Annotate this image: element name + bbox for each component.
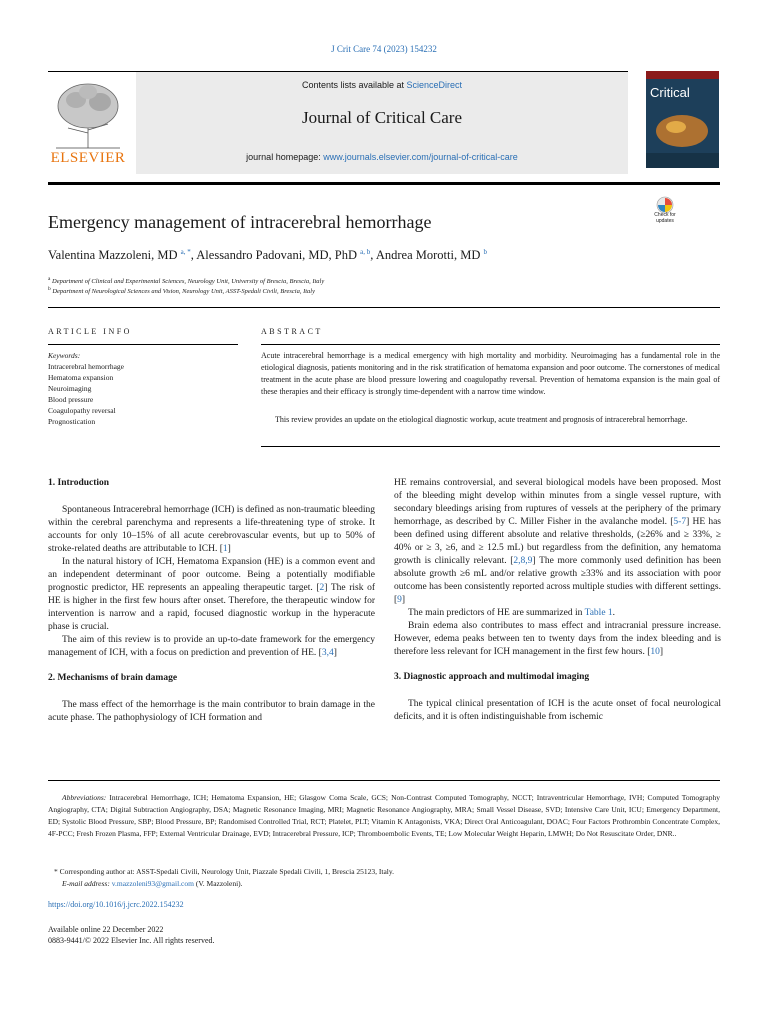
ref-link[interactable]: 5-7 — [673, 517, 687, 527]
journal-cover-image[interactable] — [646, 71, 719, 168]
predictors-paragraph: The main predictors of HE are summarized in Table 1. — [408, 608, 616, 618]
header-bottom-rule — [48, 182, 720, 185]
article-title: Emergency management of intracerebral hemorrhage — [48, 212, 432, 232]
keyword-item: Intracerebral hemorrhage — [48, 362, 124, 371]
author-1: Valentina Mazzoleni, MD $^{a, *}$, — [48, 248, 197, 263]
available-online: Available online 22 December 2022 — [48, 925, 164, 934]
homepage-line — [136, 152, 628, 162]
body-left-column — [48, 477, 375, 725]
abstract-paragraph-2: This review provides an update on the etiological diagnostic workup, acute treatment and prognosis of intracerebral hemorrhage. — [275, 415, 688, 424]
keywords-label: Keywords: — [48, 351, 81, 360]
check-for-updates-label: Check for updates — [654, 212, 676, 224]
abstract-rule — [261, 344, 720, 345]
journal-title: Journal of Critical Care — [301, 108, 463, 127]
homepage-link[interactable]: www.journals.elsevier.com/journal-of-critical-care — [323, 152, 518, 162]
abstract-paragraph-1: Acute intracerebral hemorrhage is a medical emergency with high mortality and morbidity. Neuroimaging has a fundamental role in the etiological diagnosis, patients monitoring and in the risk stratification of hematoma expansion and poor outcome. The cornerstones of medical treatment in the acute phase are blood pressure lowering and coagulopathy reversal. Prevention of hematoma expansion is the main goal of these therapies and their efficacy is strongly time-dependent with a narrow time window. — [261, 351, 720, 396]
section-3-heading: 3. Diagnostic approach and multimodal imaging — [394, 672, 590, 682]
corresponding-author-footnote: * Corresponding author at: ASST-Spedali Civili, Neurology Unit, Piazzale Spedali Civili, 1, Brescia 25123, Italy. — [54, 867, 395, 876]
table-1-link[interactable]: Table 1 — [584, 608, 613, 618]
keyword-item: Blood pressure — [48, 395, 94, 404]
ref-link[interactable]: 2 — [319, 583, 325, 593]
affiliation-b: $^b$ Department of Neurological Sciences and Vision, Neurology Unit, ASST-Spedali Civili, Brescia, Italy — [48, 286, 315, 296]
author-list — [48, 248, 487, 263]
section-1-heading: 1. Introduction — [48, 478, 110, 488]
footnote-rule — [48, 780, 720, 781]
abstract-heading: ABSTRACT — [261, 327, 323, 336]
intro-paragraph-1: Spontaneous Intracerebral hemorrhage (ICH) is defined as non-traumatic bleeding within the cerebral parenchyma and represents a life-threatening type of stroke. It accounts for only 10–15% of all acute cerebrovascular events, but up to 50% of stroke-related deaths are attributable to ICH. [1] — [48, 505, 375, 554]
author-3: Andrea Morotti, MD $^b$ — [375, 248, 487, 263]
homepage-prefix: journal homepage: — [246, 152, 324, 162]
ref-link[interactable]: 1 — [222, 544, 228, 554]
mechanisms-paragraph-1: The mass effect of the hemorrhage is the main contributor to brain damage in the acute phase. The pathophysiology of ICH formation and — [48, 700, 375, 723]
contents-prefix: Contents lists available at — [301, 80, 407, 90]
email-link[interactable]: v.mazzoleni93@gmail.com — [111, 879, 194, 888]
ref-link[interactable]: 2,8,9 — [513, 556, 533, 566]
keyword-item: Hematoma expansion — [48, 373, 114, 382]
ref-link[interactable]: 10 — [650, 647, 660, 657]
journal-citation[interactable]: J Crit Care 74 (2023) 154232 — [331, 44, 437, 54]
abstract-bottom-rule — [261, 446, 720, 447]
section-2-heading: 2. Mechanisms of brain damage — [48, 673, 178, 683]
cover-title: Critical — [650, 85, 690, 100]
author-3-affil[interactable]: b — [483, 248, 487, 256]
article-info-heading: ARTICLE INFO — [48, 327, 132, 336]
article-info-rule — [48, 344, 238, 345]
edema-paragraph: Brain edema also contributes to mass effect and intracranial pressure increase. However, edema peaks between ten to twenty days from the index bleeding and is therefore less relevant for ICH management in the first few hours. [10] — [394, 621, 721, 657]
ref-link[interactable]: 9 — [397, 595, 402, 605]
header-top-rule — [48, 71, 628, 72]
contents-line — [136, 80, 628, 90]
doi-link[interactable]: https://doi.org/10.1016/j.jcrc.2022.154232 — [48, 900, 184, 909]
email-footnote: E-mail address: v.mazzoleni93@gmail.com (V. Mazzoleni). — [62, 879, 243, 888]
sciencedirect-link[interactable]: ScienceDirect — [406, 80, 463, 90]
keyword-item: Coagulopathy reversal — [48, 406, 116, 415]
body-right-column — [394, 477, 721, 724]
authors-rule — [48, 307, 720, 308]
author-2: Alessandro Padovani, MD, PhD $^{a, b}$, — [196, 248, 376, 263]
he-paragraph: HE remains controversial, and several biological models have been proposed. Most of the bleeding might develop within minutes from a single vessel rupture, with secondary bleedings arising from ruptures of vessels at the periphery of the primary hemorrhage, as described by C. Miller Fisher in the avalanche model. [5-7] HE has been defined using different absolute and relative thresholds, (≥26% and ≥ 33%, ≥ 40% or ≥ 3, ≥6, and ≥ 12.5 mL) but regardless from the definition, any hematoma growth is clinically relevant. [2,8,9] The more commonly used definition has been absolute growth ≥6 mL and/or relative growth ≥33% and its association with poor outcome has been consistently reported across multiple studies with different settings. [9] — [394, 478, 722, 605]
affiliation-a: $^a$ Department of Clinical and Experimental Sciences, Neurology Unit, University of Brescia, Brescia, Italy — [48, 276, 325, 286]
author-2-affil[interactable]: a, b — [360, 248, 371, 256]
keyword-item: Prognostication — [48, 417, 96, 426]
author-1-affil[interactable]: a, * — [180, 248, 191, 256]
ref-link[interactable]: 3,4 — [321, 648, 334, 658]
abbreviations-footnote: Abbreviations: Intracerebral Hemorrhage, ICH; Hematoma Expansion, HE; Glasgow Coma Scale, GCS; Non-Contrast Computed Tomography, NCCT; Intraventricular Hemorrhage, IVH; Computed Tomography Angiography, CTA; Digital Subtraction Angiography, DSA; Magnetic Resonance Imaging, MRI; Magnetic Resonance Angiography, MRA; Small Vessel Disease, SVD; Intensive Care Unit, ICU; Emergency Department, ED; Systolic Blood Pressure, SBP; Blood Pressure, BP; Randomised Controlled Trial, RCT; Platelet, PLT; Vitamin K Antagonists, VKA; Direct Oral Anticoagulant, DOAC; Four Factors Prothrombin Concentrate Complex, 4F-PCC; Fresh Frozen Plasma, FFP; External Ventricular Drainage, EVD; Intracerebral Pressure, ICP; Thromboembolic Events, TE; Low Molecular Weight Heparin, LMWH; Do Not Resuscitate Order, DNR.. — [48, 793, 720, 838]
diagnostic-paragraph-1: The typical clinical presentation of ICH is the acute onset of focal neurological deficits, and it is often indistinguishable from ischemic — [394, 699, 721, 722]
copyright: 0883-9441/© 2022 Elsevier Inc. All rights reserved. — [48, 936, 215, 945]
keyword-item: Neuroimaging — [48, 384, 92, 393]
intro-paragraph-2: In the natural history of ICH, Hematoma Expansion (HE) is a common event and an independent determinant of poor outcome. Being a potentially modifiable prognostic predictor, HE represents an appealing therapeutic target. [2] The risk of HE is higher in the first few hours after onset. Therefore, the therapeutic window for intervention is narrow and a rapid, focused diagnostic workup in the hyperacute phase is crucial. — [48, 557, 375, 632]
elsevier-wordmark: ELSEVIER — [50, 150, 126, 166]
intro-paragraph-3: The aim of this review is to provide an up-to-date framework for the emergency management of ICH, with a focus on prediction and prevention of HE. [3,4] — [48, 635, 375, 658]
